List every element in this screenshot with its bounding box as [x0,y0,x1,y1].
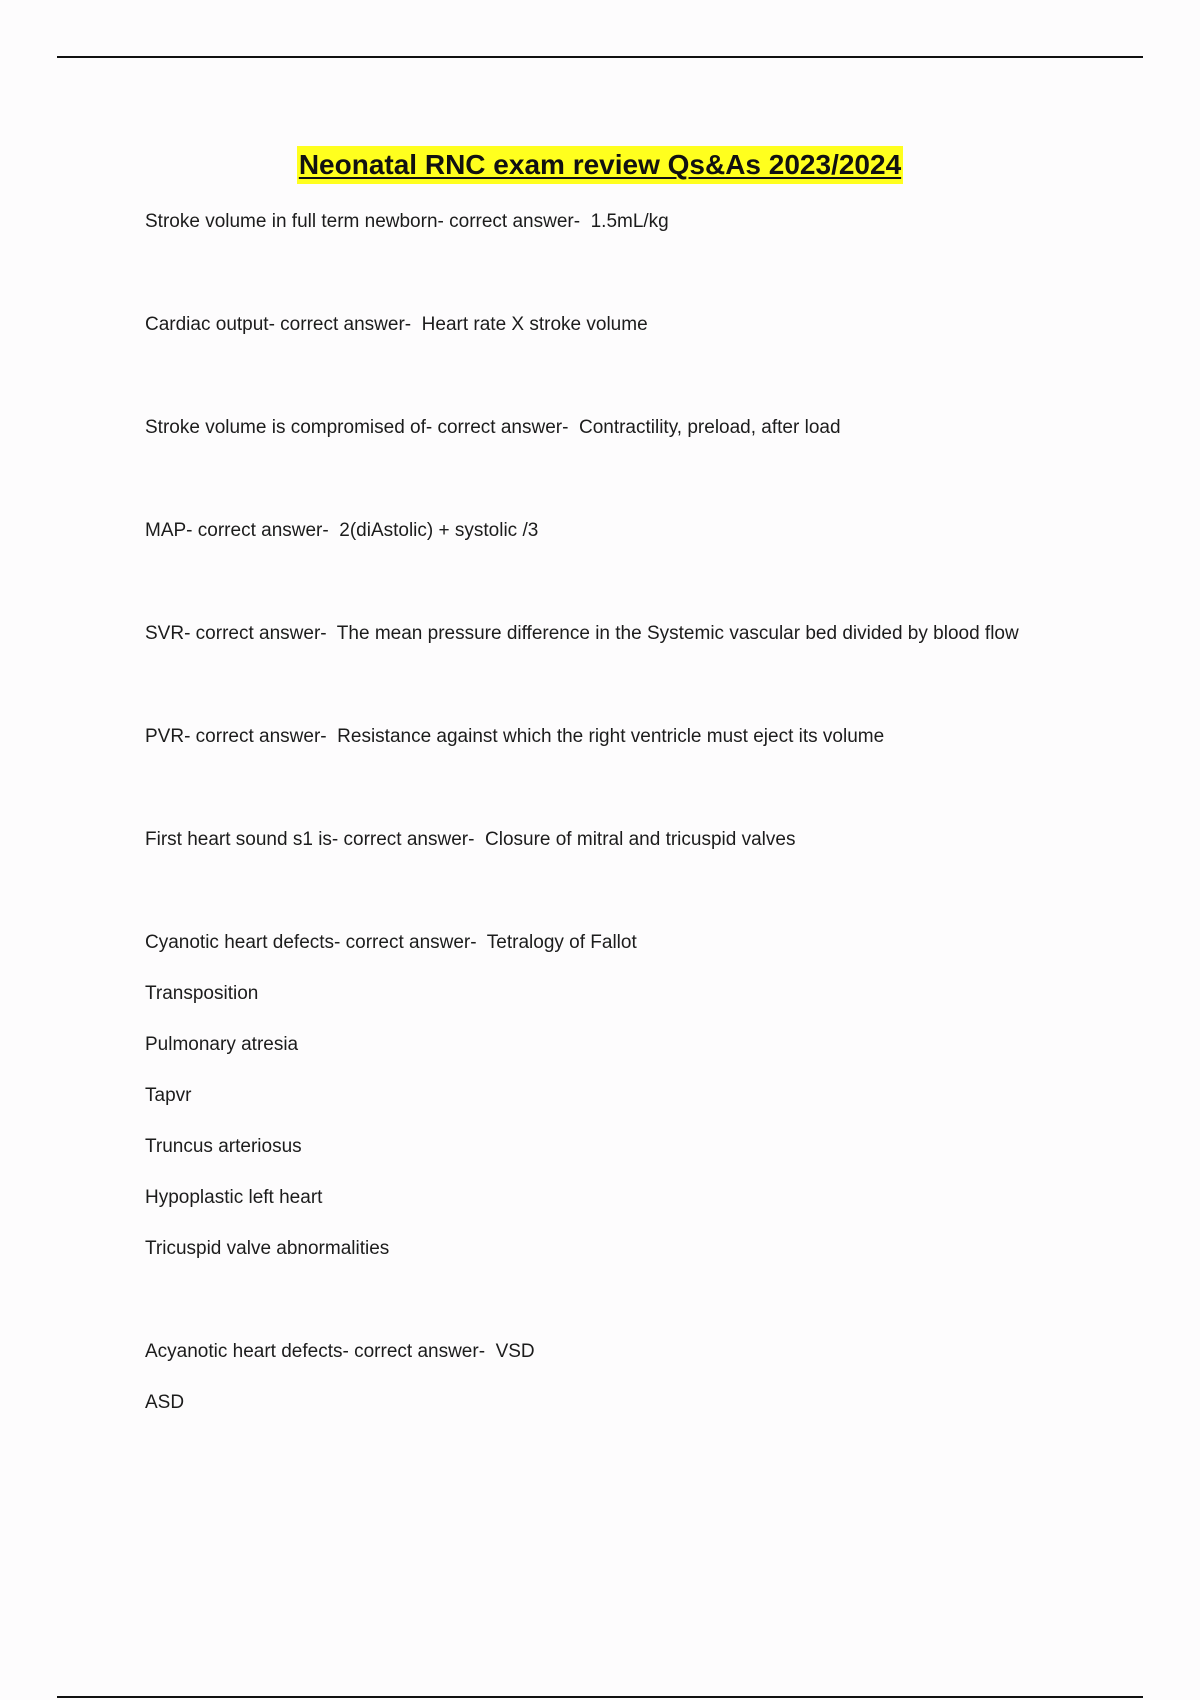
document-title: Neonatal RNC exam review Qs&As 2023/2024 [297,146,903,184]
qa-item-cyanotic-defects [145,930,1145,1262]
list-item: Pulmonary atresia [145,1034,299,1055]
qa-question-cyanotic: Cyanotic heart defects- correct answer- Tetralogy of Fallot [145,932,637,953]
list-item: Hypoplastic left heart [145,1187,323,1208]
qa-item-acyanotic-defects [145,1339,1145,1416]
list-item: Tricuspid valve abnormalities [145,1238,390,1259]
qa-question-acyanotic: Acyanotic heart defects- correct answer- VSD [145,1341,535,1362]
qa-list [145,209,1145,1493]
title-container [0,146,1200,184]
qa-item-svr: SVR- correct answer- The mean pressure difference in the Systemic vascular bed divided by blood flow [145,623,1019,644]
qa-item-pvr: PVR- correct answer- Resistance against which the right ventricle must eject its volume [145,726,885,747]
list-item: ASD [145,1392,185,1413]
qa-item-stroke-volume-components: Stroke volume is compromised of- correct answer- Contractility, preload, after load [145,417,841,438]
bottom-rule [57,1696,1143,1698]
list-item: Tapvr [145,1085,192,1106]
qa-item-stroke-volume: Stroke volume in full term newborn- correct answer- 1.5mL/kg [145,211,669,232]
qa-item-map: MAP- correct answer- 2(diAstolic) + systolic /3 [145,520,539,541]
top-rule [57,56,1143,58]
qa-item-first-heart-sound: First heart sound s1 is- correct answer- Closure of mitral and tricuspid valves [145,829,796,850]
list-item: Transposition [145,983,259,1004]
list-item: Truncus arteriosus [145,1136,302,1157]
qa-item-cardiac-output: Cardiac output- correct answer- Heart rate X stroke volume [145,314,648,335]
